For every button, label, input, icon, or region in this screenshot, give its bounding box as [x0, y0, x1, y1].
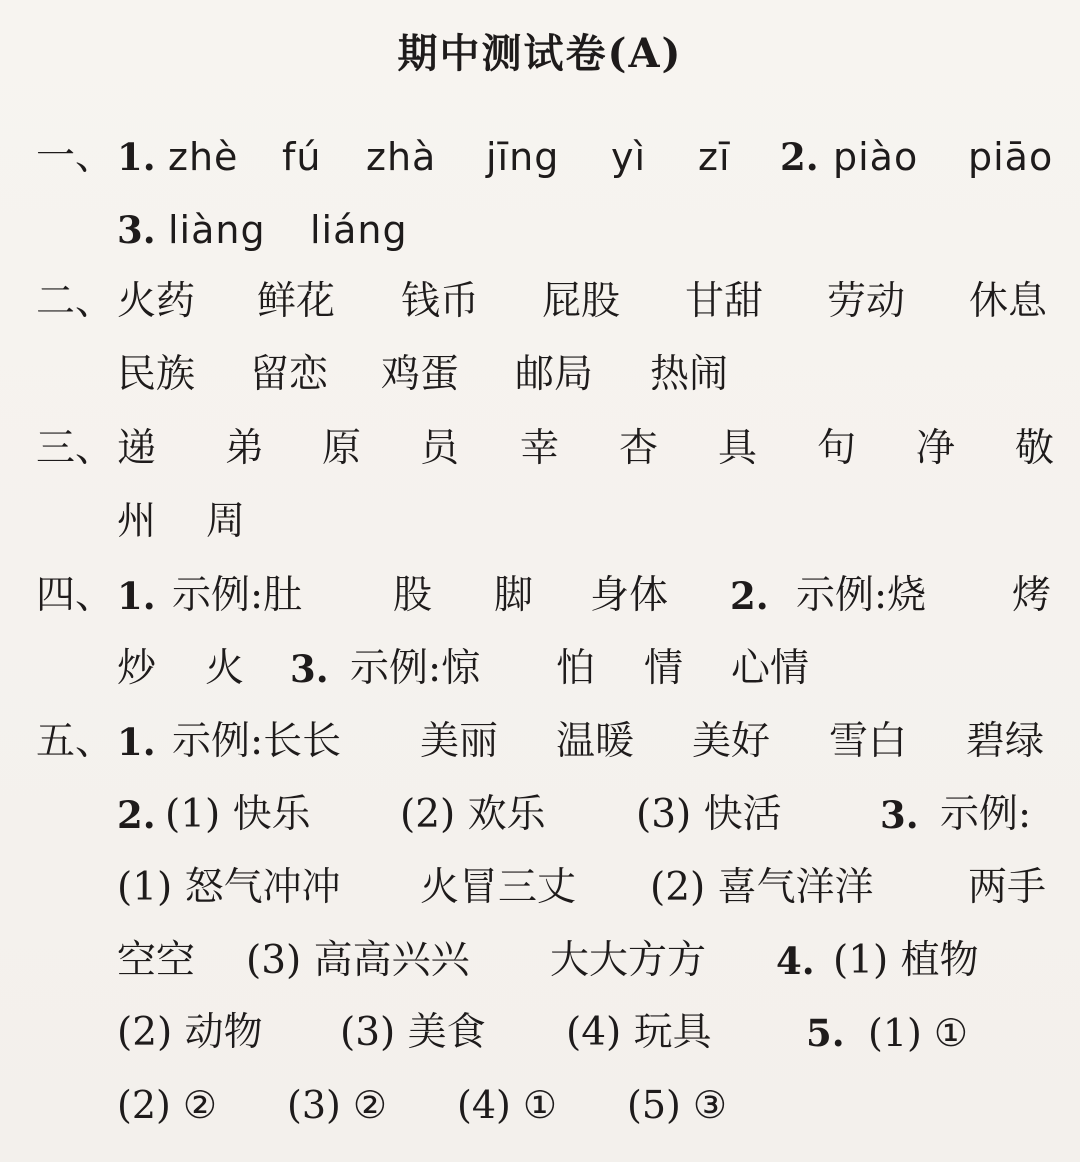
word-answer: 热闹: [650, 352, 729, 397]
choice-answer: (4) ①: [457, 1083, 557, 1127]
pinyin-answer: piāo: [968, 135, 1054, 179]
section-label: 三、: [36, 426, 115, 471]
idiom-answer: 空空: [117, 938, 196, 983]
pinyin-answer: liáng: [310, 208, 408, 252]
word-answer: 鸡蛋: [381, 352, 460, 397]
char-answer: 州: [117, 499, 157, 544]
word-answer: 甘甜: [685, 279, 764, 324]
char-answer: 弟: [225, 426, 265, 471]
char-answer: 具: [718, 426, 758, 471]
question-number: 3.: [290, 647, 329, 691]
char-answer: 炒: [117, 646, 157, 691]
question-number: 1.: [117, 720, 156, 764]
idiom-answer: (1) 怒气冲冲: [117, 865, 341, 910]
question-number: 1.: [117, 135, 156, 179]
idiom-answer: 两手: [968, 865, 1047, 910]
char-answer: 递: [117, 426, 157, 471]
choice-answer: (1) ①: [868, 1011, 968, 1055]
pinyin-answer: zhè: [168, 135, 239, 179]
char-answer: 句: [817, 426, 857, 471]
pinyin-answer: yì: [611, 135, 647, 179]
question-number: 3.: [880, 793, 919, 837]
section-label: 五、: [36, 719, 115, 764]
pinyin-answer: zhà: [366, 135, 437, 179]
char-answer: 员: [420, 426, 460, 471]
char-answer: 杏: [619, 426, 659, 471]
word-answer: 碧绿: [966, 719, 1045, 764]
word-answer: 邮局: [515, 352, 594, 397]
word-answer: 温暖: [556, 719, 635, 764]
choice-answer: (3) ②: [287, 1083, 387, 1127]
char-answer: 怕: [556, 646, 596, 691]
example-answer: 示例:烧: [796, 573, 927, 618]
example-answer: 示例:长长: [172, 719, 342, 764]
question-number: 4.: [776, 939, 815, 983]
question-number: 2.: [780, 135, 819, 179]
word-answer: 美好: [692, 719, 771, 764]
section-label: 一、: [36, 134, 115, 179]
word-answer: 钱币: [401, 279, 480, 324]
word-answer: 民族: [117, 352, 196, 397]
pinyin-answer: liàng: [168, 208, 266, 252]
question-number: 2.: [730, 574, 769, 618]
word-answer: 休息: [969, 279, 1048, 324]
char-answer: 周: [206, 499, 246, 544]
char-answer: 烤: [1012, 573, 1052, 618]
page-title: 期中测试卷(A): [397, 30, 683, 77]
word-answer: (2) 欢乐: [400, 792, 546, 837]
word-answer: 美丽: [420, 719, 499, 764]
word-answer: 屁股: [542, 279, 621, 324]
example-answer: 示例:肚: [172, 573, 303, 618]
question-number: 1.: [117, 574, 156, 618]
choice-answer: (2) ②: [117, 1083, 217, 1127]
word-answer: (1) 植物: [833, 938, 979, 983]
pinyin-answer: zī: [698, 135, 731, 179]
pinyin-answer: jīng: [486, 135, 560, 179]
question-number: 2.: [117, 793, 156, 837]
char-answer: 火: [205, 646, 245, 691]
question-number: 3.: [117, 208, 156, 252]
char-answer: 幸: [520, 426, 560, 471]
char-answer: 原: [322, 426, 362, 471]
word-answer: 雪白: [829, 719, 908, 764]
section-label: 四、: [36, 573, 115, 618]
idiom-answer: (3) 高高兴兴: [246, 938, 470, 983]
char-answer: 敬: [1015, 426, 1055, 471]
example-answer: 示例:: [940, 792, 1032, 837]
word-answer: (2) 动物: [117, 1010, 263, 1055]
idiom-answer: (2) 喜气洋洋: [650, 865, 874, 910]
word-answer: (3) 美食: [340, 1010, 486, 1055]
word-answer: 身体: [590, 573, 669, 618]
word-answer: (4) 玩具: [566, 1010, 712, 1055]
idiom-answer: 大大方方: [550, 938, 707, 983]
word-answer: 火药: [117, 279, 196, 324]
pinyin-answer: fú: [282, 135, 322, 179]
char-answer: 情: [644, 646, 684, 691]
char-answer: 脚: [494, 573, 534, 618]
char-answer: 股: [393, 573, 433, 618]
word-answer: 心情: [731, 646, 810, 691]
char-answer: 净: [916, 426, 956, 471]
example-answer: 示例:惊: [350, 646, 481, 691]
pinyin-answer: piào: [833, 135, 919, 179]
word-answer: 留恋: [250, 352, 329, 397]
word-answer: 劳动: [827, 279, 906, 324]
word-answer: 鲜花: [257, 279, 336, 324]
choice-answer: (5) ③: [627, 1083, 727, 1127]
word-answer: (1) 快乐: [165, 792, 311, 837]
section-label: 二、: [36, 279, 115, 324]
question-number: 5.: [806, 1011, 845, 1055]
word-answer: (3) 快活: [636, 792, 782, 837]
idiom-answer: 火冒三丈: [420, 865, 577, 910]
